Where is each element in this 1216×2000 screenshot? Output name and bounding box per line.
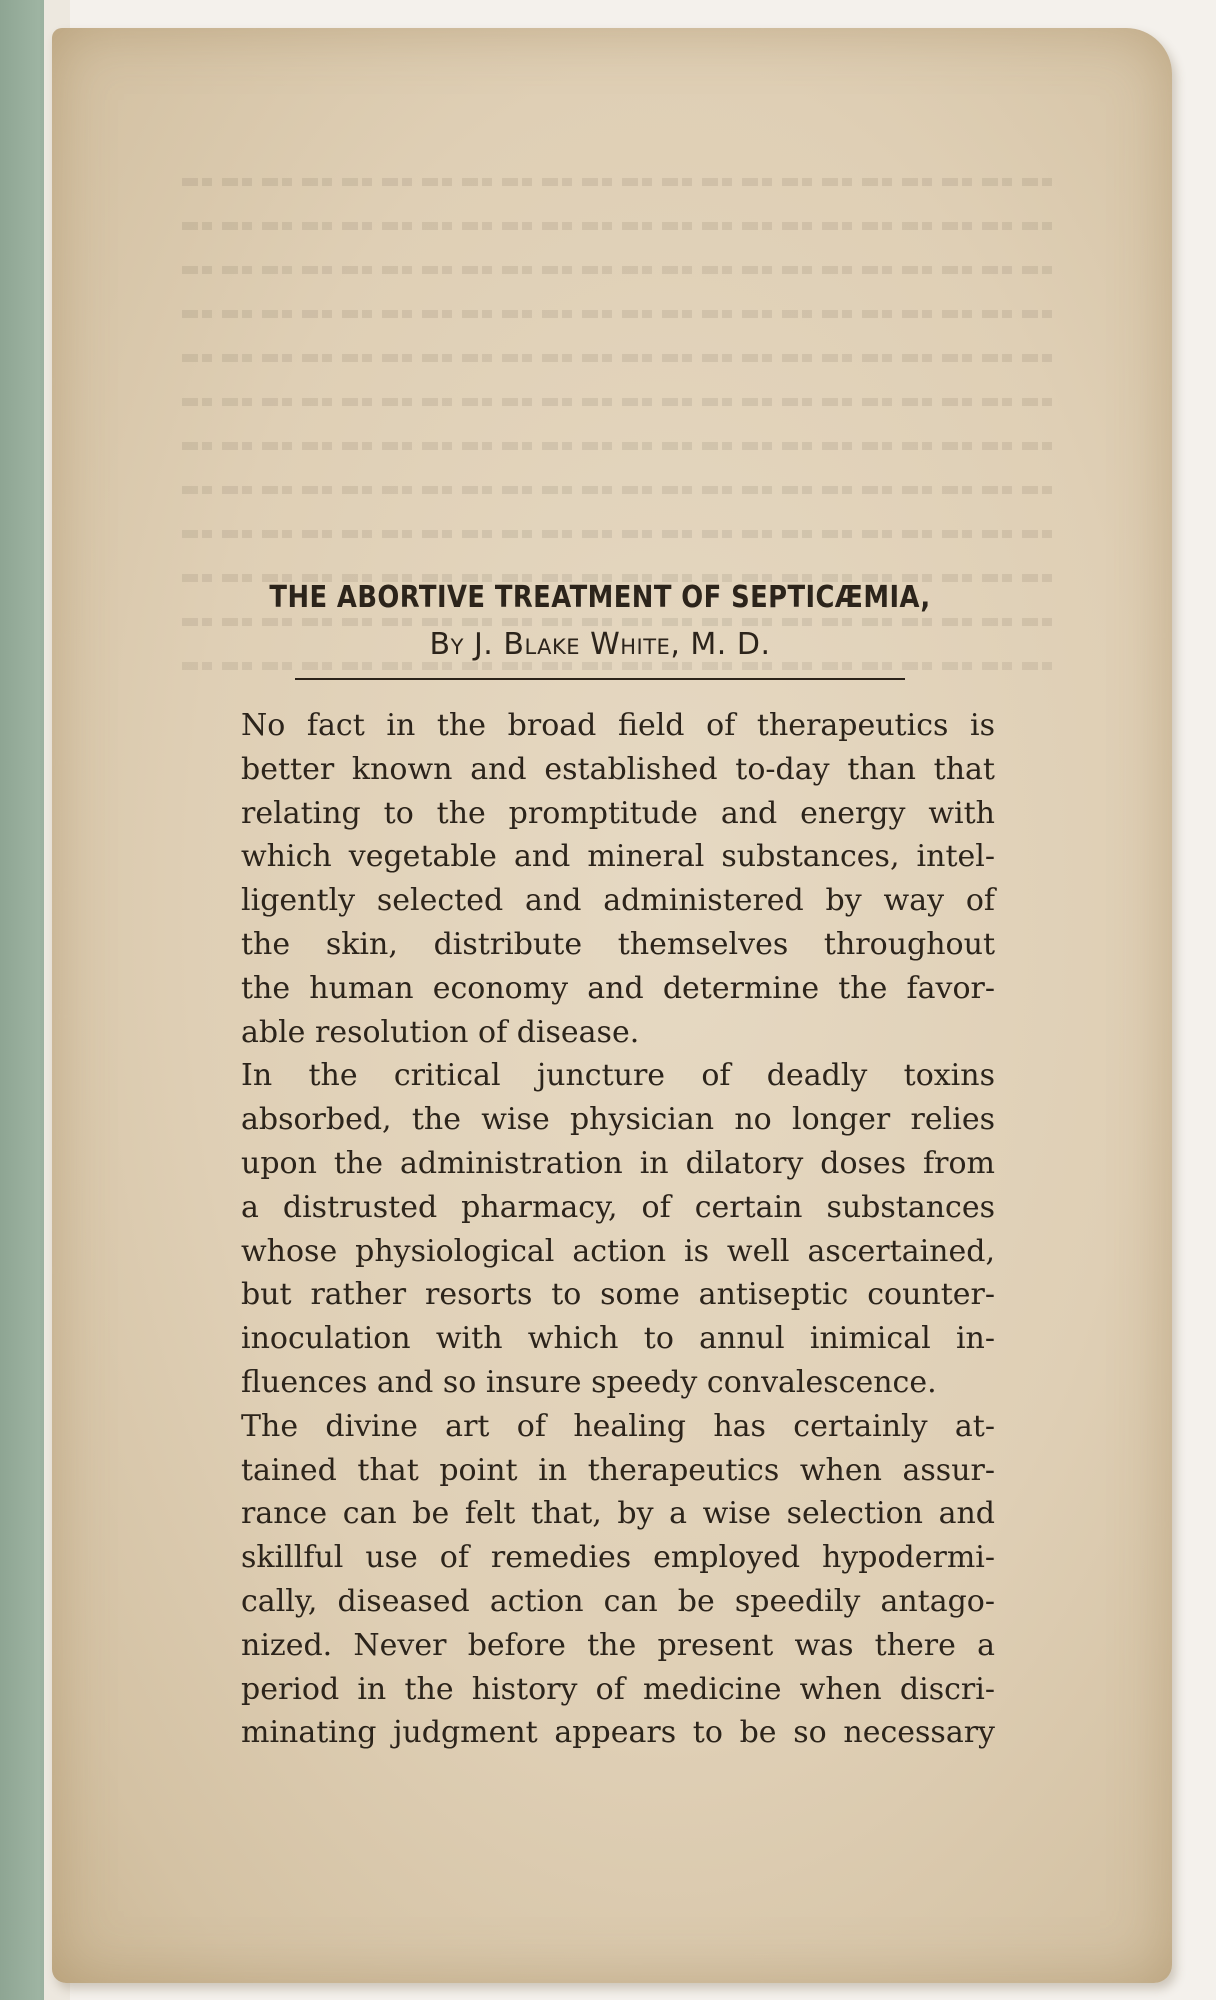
- text-line: rance can be felt that, by a wise selection and: [241, 1496, 995, 1532]
- text-line: skillful use of remedies employed hypodermi-: [241, 1540, 995, 1576]
- title-rule: [295, 678, 905, 680]
- text-line: nized. Never before the present was there a: [241, 1627, 995, 1663]
- text-line: whose physiological action is well ascertained,: [241, 1233, 995, 1269]
- text-line: period in the history of medicine when discri-: [241, 1671, 995, 1707]
- text-line: absorbed, the wise physician no longer relies: [241, 1102, 995, 1138]
- paragraph-1: [205, 704, 995, 1054]
- text-line: minating judgment appears to be so necessary: [241, 1715, 995, 1751]
- article: [205, 580, 995, 1755]
- article-byline: By J. Blake White, M. D.: [429, 627, 771, 662]
- text-line: able resolution of disease.: [241, 1014, 640, 1050]
- text-line: inoculation with which to annul inimical in-: [241, 1321, 995, 1357]
- text-line: In the critical juncture of deadly toxins: [241, 1058, 995, 1094]
- article-title: THE ABORTIVE TREATMENT OF SEPTICÆMIA,: [269, 580, 931, 615]
- text-line: ligently selected and administered by way of: [241, 883, 995, 919]
- text-line: a distrusted pharmacy, of certain substances: [241, 1189, 995, 1225]
- text-line: the human economy and determine the favor-: [241, 970, 995, 1006]
- text-line: fluences and so insure speedy convalescence.: [241, 1364, 937, 1400]
- text-line: cally, diseased action can be speedily antago-: [241, 1583, 995, 1619]
- text-line: No fact in the broad field of therapeutics is: [241, 708, 995, 743]
- text-line: but rather resorts to some antiseptic counter-: [241, 1277, 995, 1313]
- text-line: better known and established to-day than that: [241, 751, 995, 787]
- text-line: tained that point in therapeutics when assur-: [241, 1452, 995, 1488]
- paragraph-3: [205, 1405, 995, 1755]
- text-line: The divine art of healing has certainly at-: [241, 1408, 995, 1444]
- text-line: upon the administration in dilatory doses from: [241, 1145, 995, 1181]
- paragraph-2: [205, 1054, 995, 1404]
- text-line: which vegetable and mineral substances, intel-: [241, 839, 995, 875]
- text-line: the skin, distribute themselves throughout: [241, 926, 995, 962]
- text-line: relating to the promptitude and energy with: [241, 795, 995, 831]
